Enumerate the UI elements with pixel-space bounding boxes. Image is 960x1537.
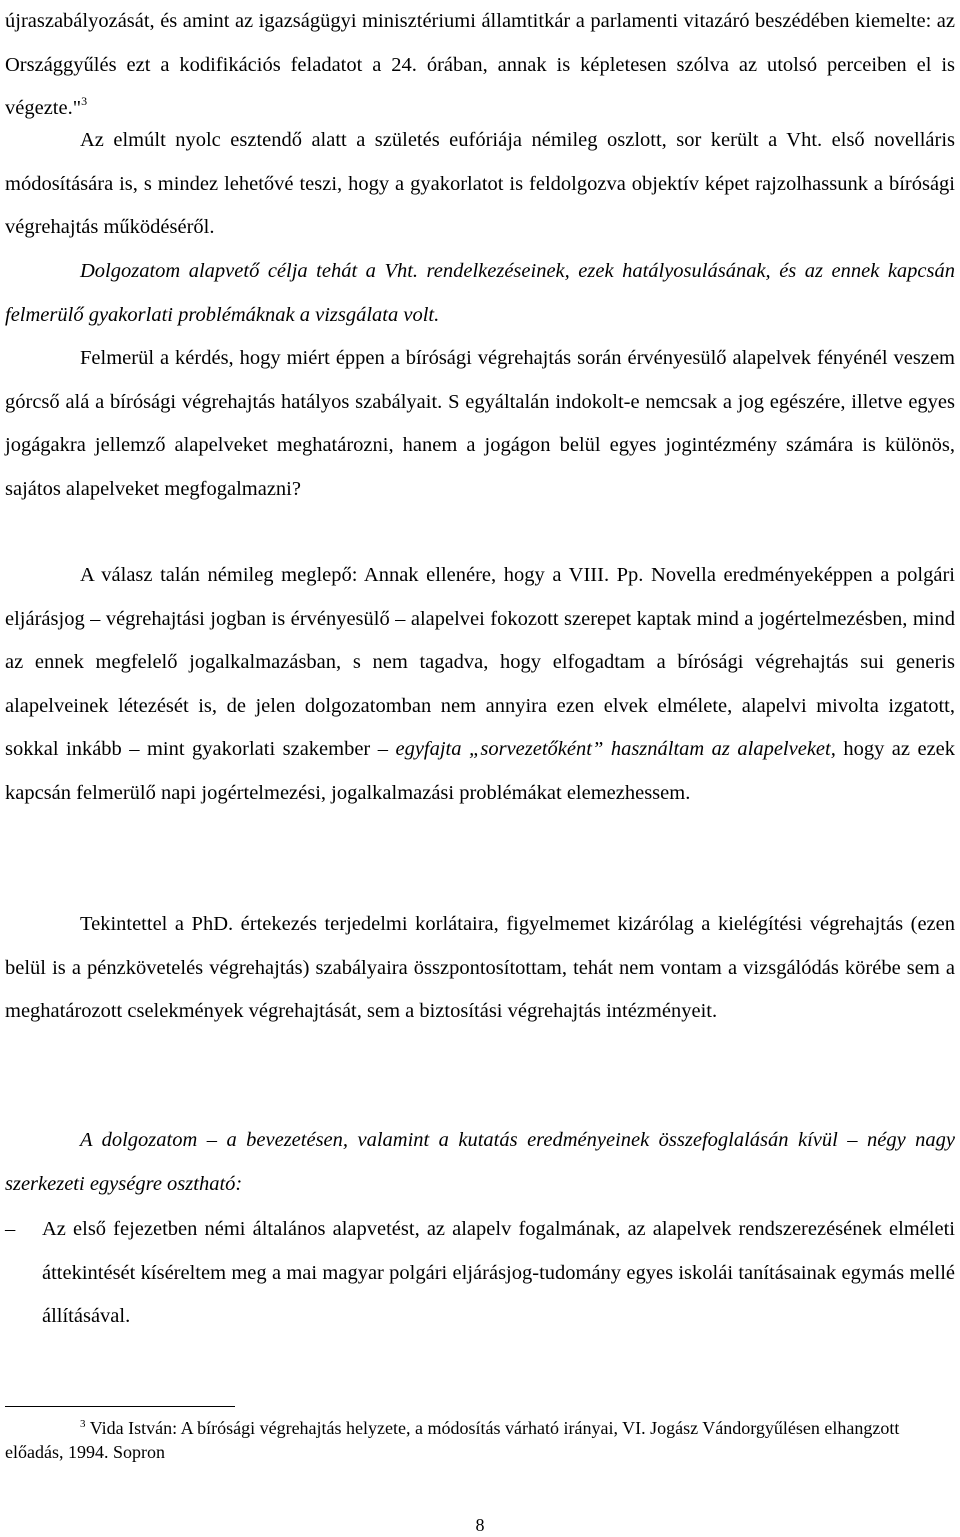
- paragraph-structure-intro: A dolgozatom – a bevezetésen, valamint a kutatás eredményeinek összefoglalásán kívül – négy nagy szerkezeti egységre osztható:: [5, 1129, 955, 1195]
- paragraph-scope: Tekintettel a PhD. értekezés terjedelmi korlátaira, figyelmemet kizárólag a kielégítési végrehajtás (ezen belül is a pénzkövetelés végrehajtás) szabályaira összpontosítottam, tehát nem vontam a vizsgálódás körébe sem a meghatározott cselekmények végrehajtását, sem a biztosítási végrehajtás intézményeit.: [5, 913, 955, 1023]
- answer-text-a: A válasz talán némileg meglepő: Annak ellenére, hogy a VIII. Pp. Novella eredményeképpen a polgári eljárásjog – végrehajtási jogban is érvényesülő – alapelvei fokozott szerepet kaptak mind a jogértelmezésben, mind az ennek megfelelő jogalkalmazásban, s nem tagadva, hogy elfogadtam a bírósági végrehajtás sui generis alapelveinek létezését is, de jelen dolgozatomban nem annyira ezen elvek elmélete, alapelvi mivolta izgatott, sokkal inkább – mint gyakorlati szakember –: [5, 564, 955, 761]
- list-dash: –: [5, 1218, 16, 1240]
- footnote-number: 3: [80, 1418, 86, 1430]
- footnote-divider: [5, 1406, 235, 1407]
- answer-italic: egyfajta „sorvezetőként” használtam az alapelveket,: [395, 738, 836, 761]
- page-number: 8: [475, 1515, 485, 1535]
- paragraph-novella: Az elmúlt nyolc esztendő alatt a születés eufóriája némileg oszlott, sor került a Vht. első novelláris módosítására is, s mindez lehetővé teszi, hogy a gyakorlatot is feldolgozva objektív képet rajzolhassunk a bírósági végrehajtás működéséről.: [5, 129, 955, 239]
- paragraph-continuation: [5, 0, 955, 131]
- answer-text-b: hogy az ezek kapcsán felmerülő napi jogértelmezési, jogalkalmazási problémákat elemezhessem.: [5, 738, 956, 804]
- footnote-text: Vida István: A bírósági végrehajtás helyzete, a módosítás várható irányai, VI. Jogász Vándorgyűlésen elhangzott előadás, 1994. Sopron: [5, 1418, 900, 1462]
- paragraph-answer: [5, 554, 955, 816]
- footnote-reference: 3: [81, 94, 88, 109]
- paragraph-question: Felmerül a kérdés, hogy miért éppen a bírósági végrehajtás során érvényesülő alapelvek fényénél veszem górcső alá a bírósági végrehajtás hatályos szabályait. S egyáltalán indokolt-e nemcsak a jog egészére, illetve egyes jogágakra jellemző alapelveket meghatározni, hanem a jogágon belül egyes jogintézmény számára is különös, sajátos alapelveket megfogalmazni?: [5, 347, 955, 500]
- paragraph-text: újraszabályozását, és amint az igazságügyi minisztériumi államtitkár a parlamenti vitazáró beszédében kiemelte: az Országgyűlés ezt a kodifikációs feladatot a 24. órában, annak is képletesen szólva az utolsó perceiben el is végezte.": [5, 10, 955, 120]
- footnote: [5, 1416, 955, 1464]
- paragraph-goal: Dolgozatom alapvető célja tehát a Vht. rendelkezéseinek, ezek hatályosulásának, és az ennek kapcsán felmerülő gyakorlati problémáknak a vizsgálata volt.: [5, 260, 955, 326]
- list-item-text: Az első fejezetben némi általános alapvetést, az alapelv fogalmának, az alapelvek rendszerezésének elméleti áttekintését kíséreltem meg a mai magyar polgári eljárásjog-tudomány egyes iskolái tanításainak egymás mellé állításával.: [42, 1218, 955, 1328]
